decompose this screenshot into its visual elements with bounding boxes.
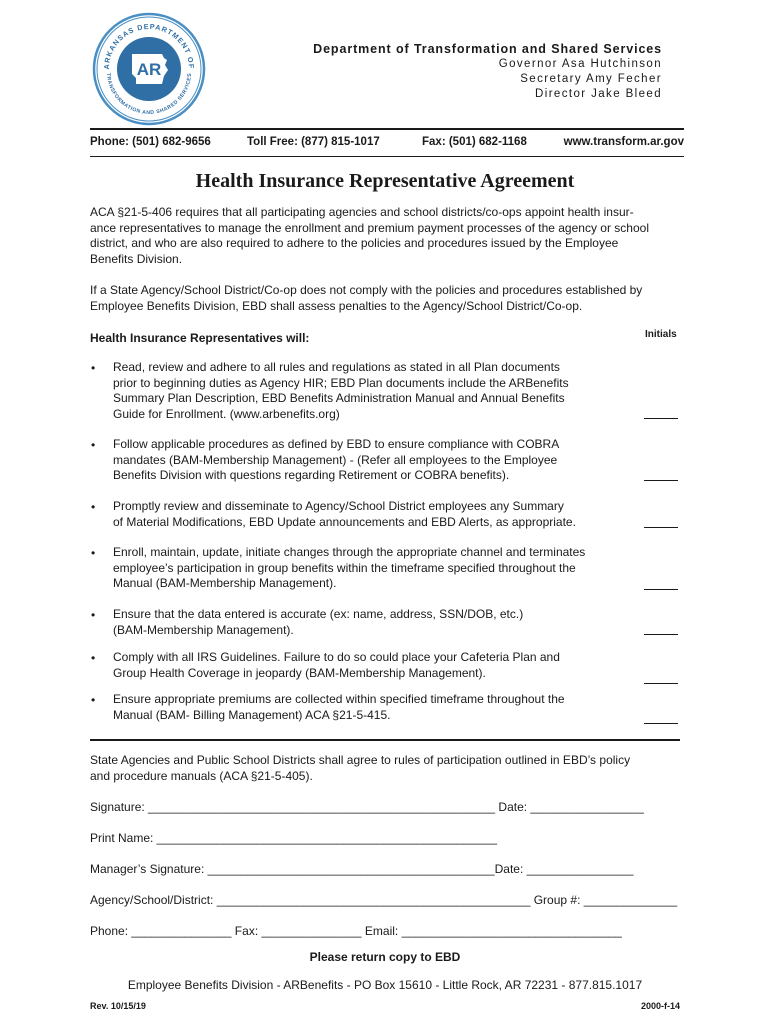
initials-heading: Initials	[645, 329, 677, 340]
agreement-line: State Agencies and Public School Districts shall agree to rules of participation outlined in EBD’s policy	[90, 753, 631, 767]
initials-blank[interactable]	[644, 683, 678, 684]
responsibilities-heading: Health Insurance Representatives will:	[90, 331, 310, 345]
department-name: Department of Transformation and Shared Services	[313, 42, 662, 56]
bullet-marker: •	[91, 546, 96, 560]
director-line: Director Jake Bleed	[535, 88, 662, 100]
bullet-marker: •	[91, 693, 96, 707]
item-line: Follow applicable procedures as defined by EBD to ensure compliance with COBRA	[113, 437, 560, 451]
item-line: Comply with all IRS Guidelines. Failure to do so could place your Cafeteria Plan and	[113, 650, 560, 664]
revision-date: Rev. 10/15/19	[90, 1001, 146, 1011]
responsibility-item	[113, 692, 613, 723]
responsibility-item	[113, 360, 613, 422]
item-line: Ensure that the data entered is accurate (ex: name, address, SSN/DOB, etc.)	[113, 607, 524, 621]
initials-blank[interactable]	[644, 634, 678, 635]
return-note: Please return copy to EBD	[309, 950, 461, 964]
seal-monogram: AR	[136, 60, 162, 79]
bullet-marker: •	[91, 500, 96, 514]
item-line: (BAM-Membership Management).	[113, 622, 294, 637]
penalty-line: Employee Benefits Division, EBD shall assess penalties to the Agency/School District/Co-op.	[90, 298, 583, 313]
bullet-marker: •	[91, 438, 96, 452]
phone-fax-email-field[interactable]: Phone: _______________ Fax: _______________ Email: _________________________________	[90, 924, 622, 938]
item-line: Promptly review and disseminate to Agency/School District employees any Summary	[113, 499, 564, 513]
initials-blank[interactable]	[644, 480, 678, 481]
signature-date-field[interactable]: Signature: ____________________________________________________ Date: _________________	[90, 800, 644, 814]
governor-line: Governor Asa Hutchinson	[498, 58, 662, 70]
item-line: Guide for Enrollment. (www.arbenefits.org)	[113, 406, 340, 421]
item-line: mandates (BAM-Membership Management) - (Refer all employees to the Employee	[113, 452, 558, 467]
item-line: of Material Modifications, EBD Update announcements and EBD Alerts, as appropriate.	[113, 514, 576, 529]
contact-fax: Fax: (501) 682-1168	[422, 136, 527, 148]
responsibility-item	[113, 437, 613, 484]
responsibility-item	[113, 545, 613, 592]
penalty-line: If a State Agency/School District/Co-op does not comply with the policies and procedures established by	[90, 283, 643, 297]
initials-blank[interactable]	[644, 589, 678, 590]
item-line: Manual (BAM-Membership Management).	[113, 576, 337, 590]
print-name-field[interactable]: Print Name: ___________________________________________________	[90, 831, 498, 845]
agency-group-field[interactable]: Agency/School/District: _______________________________________________ Group #: ______________	[90, 893, 678, 907]
agreement-paragraph	[90, 753, 684, 784]
responsibility-item	[113, 607, 613, 638]
item-line: Benefits Division with questions regarding Retirement or COBRA benefits).	[113, 468, 510, 482]
seal-top-text: ARKANSAS DEPARTMENT OF	[101, 21, 197, 70]
penalty-paragraph	[90, 283, 684, 314]
bullet-marker: •	[91, 651, 96, 665]
contact-phone: Phone: (501) 682-9656	[90, 136, 211, 148]
agreement-line: and procedure manuals (ACA §21-5-405).	[90, 768, 313, 783]
department-seal	[92, 12, 206, 126]
item-line: Summary Plan Description, EBD Benefits Administration Manual and Annual Benefits	[113, 391, 565, 405]
document-title: Health Insurance Representative Agreement	[195, 170, 575, 192]
contact-toll-free: Toll Free: (877) 815-1017	[247, 136, 380, 148]
header-rule	[90, 128, 684, 130]
initials-blank[interactable]	[644, 418, 678, 419]
intro-line: ance representatives to manage the enrollment and premium payment processes of the agency or school	[90, 220, 649, 235]
bullet-marker: •	[91, 361, 96, 375]
intro-line: district, and who are also required to adhere to the policies and procedures issued by the Employee	[90, 236, 619, 250]
intro-paragraph	[90, 205, 684, 267]
contact-rule	[90, 156, 684, 157]
form-number: 2000-f-14	[640, 1001, 680, 1011]
initials-blank[interactable]	[644, 723, 678, 724]
initials-blank[interactable]	[644, 527, 678, 528]
intro-line: Benefits Division.	[90, 251, 183, 266]
footer-address: Employee Benefits Division - ARBenefits - PO Box 15610 - Little Rock, AR 72231 - 877.815.1017	[127, 978, 643, 992]
secretary-line: Secretary Amy Fecher	[520, 73, 662, 85]
item-line: Ensure appropriate premiums are collected within specified timeframe throughout the	[113, 692, 565, 706]
manager-signature-field[interactable]: Manager’s Signature: ___________________________________________Date: ________________	[90, 862, 634, 876]
item-line: prior to beginning duties as Agency HIR; EBD Plan documents include the ARBenefits	[113, 375, 569, 390]
contact-website-link[interactable]: www.transform.ar.gov	[563, 136, 684, 148]
seal-bottom-text: TRANSFORMATION AND SHARED SERVICES	[104, 72, 194, 117]
item-line: Read, review and adhere to all rules and regulations as stated in all Plan documents	[113, 360, 560, 374]
item-line: employee’s participation in group benefits within the timeframe specified throughout the	[113, 560, 576, 575]
letterhead	[313, 42, 662, 102]
responsibility-item	[113, 499, 613, 530]
item-line: Enroll, maintain, update, initiate changes through the appropriate channel and terminates	[113, 545, 586, 559]
intro-line: ACA §21-5-406 requires that all participating agencies and school districts/co-ops appoint health insur-	[90, 205, 634, 219]
item-line: Manual (BAM- Billing Management) ACA §21-5-415.	[113, 707, 391, 722]
item-line: Group Health Coverage in jeopardy (BAM-Membership Management).	[113, 665, 486, 680]
section-divider	[90, 739, 680, 741]
bullet-marker: •	[91, 608, 96, 622]
responsibility-item	[113, 650, 613, 681]
